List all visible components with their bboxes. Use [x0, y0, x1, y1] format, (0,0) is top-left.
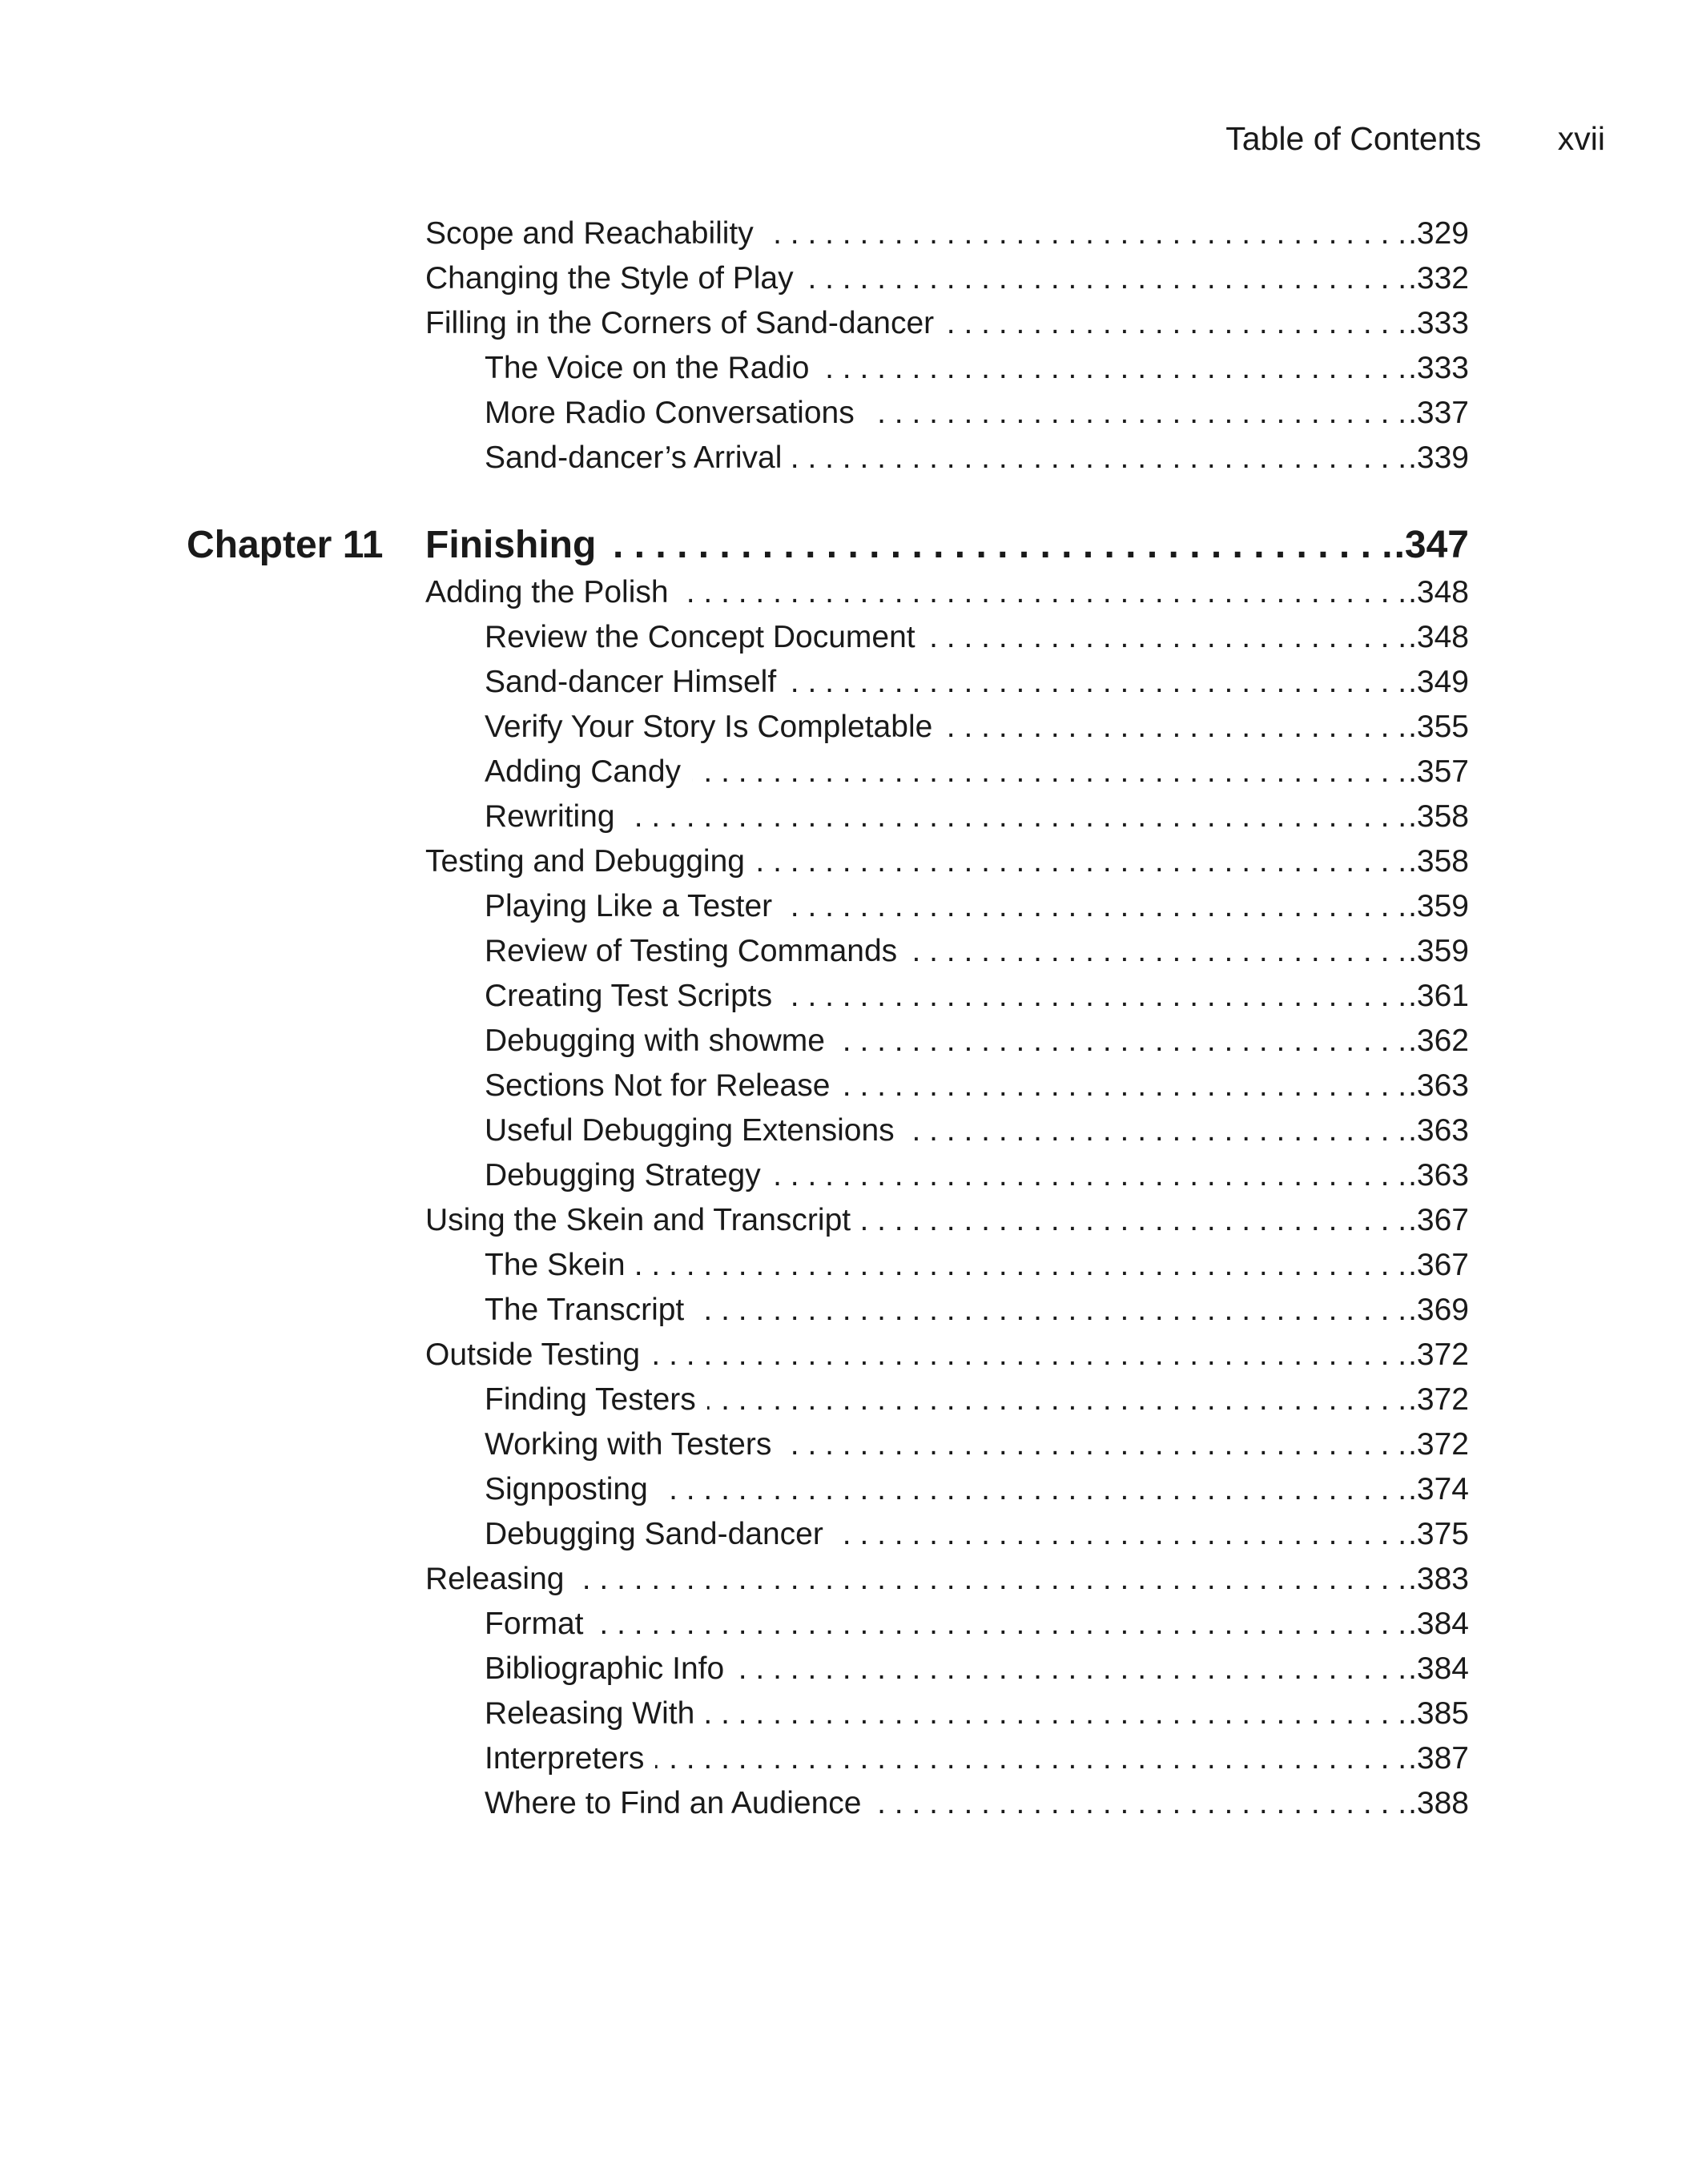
toc-dot-leader — [793, 436, 1406, 481]
toc-subentry — [425, 1153, 1469, 1198]
toc-entry-page: .372 — [1408, 1382, 1469, 1417]
toc-entry-title: The Skein — [485, 1248, 626, 1282]
toc-entry-page: .374 — [1408, 1472, 1469, 1506]
toc-entry-title: Finding Testers — [485, 1382, 696, 1417]
toc-subentry — [425, 974, 1469, 1019]
toc-entry-page: .348 — [1408, 620, 1469, 654]
toc-entry-page: .339 — [1408, 440, 1469, 475]
toc-entry-title: Testing and Debugging — [425, 844, 745, 879]
toc-entry — [425, 839, 1469, 884]
toc-dot-leader — [787, 660, 1406, 705]
toc-subentry — [425, 1467, 1469, 1512]
toc-dot-leader — [695, 1288, 1406, 1333]
toc-dot-leader — [866, 391, 1406, 436]
toc-entry-page: .348 — [1408, 575, 1469, 609]
toc-entry-page: .358 — [1408, 799, 1469, 834]
running-head — [1225, 116, 1605, 161]
toc-entry-title: Scope and Reachability — [425, 216, 754, 251]
toc-subentry — [425, 750, 1469, 794]
toc-subentry — [425, 615, 1469, 660]
toc-dot-leader — [927, 615, 1406, 660]
toc-entry-page: .361 — [1408, 979, 1469, 1013]
toc-subentry — [425, 1108, 1469, 1153]
toc-dot-leader — [595, 1602, 1407, 1647]
chapter-label: Chapter 11 — [187, 524, 384, 566]
toc-dot-leader — [783, 974, 1406, 1019]
toc-entry-page: .387 — [1408, 1741, 1469, 1776]
toc-entry-title: Creating Test Scripts — [485, 979, 773, 1013]
toc-entry-page: .372 — [1408, 1427, 1469, 1462]
toc-entry-title: Using the Skein and Transcript — [425, 1203, 851, 1237]
toc-entry-page: .384 — [1408, 1651, 1469, 1686]
toc-subentry — [425, 391, 1469, 436]
toc-dot-leader — [805, 256, 1406, 301]
toc-entry-title: Adding Candy — [485, 754, 682, 789]
toc-entry-page: .357 — [1408, 754, 1469, 789]
toc-entry-page: .363 — [1408, 1158, 1469, 1193]
toc-entry-page: .369 — [1408, 1293, 1469, 1327]
toc-entry-page: .333 — [1408, 351, 1469, 385]
toc-dot-leader — [707, 1378, 1406, 1422]
toc-chapter-title-row — [425, 521, 1469, 570]
toc-entry — [425, 256, 1469, 301]
toc-entry-page: .363 — [1408, 1068, 1469, 1103]
toc-entry-title: More Radio Conversations — [485, 396, 855, 430]
toc-entry-page: .367 — [1408, 1248, 1469, 1282]
toc-dot-leader — [841, 1064, 1406, 1108]
toc-dot-leader — [783, 884, 1406, 929]
toc-subentry — [425, 1288, 1469, 1333]
toc-dot-leader — [835, 1512, 1406, 1557]
chapter-page: .347 — [1394, 524, 1469, 566]
toc-entry-title: Review the Concept Document — [485, 620, 915, 654]
toc-subentry — [425, 1378, 1469, 1422]
toc-entry-title: Playing Like a Tester — [485, 889, 773, 923]
toc-entry-title: Releasing With — [485, 1696, 695, 1731]
toc-entry-title: Releasing — [425, 1562, 565, 1596]
toc-entry-page: .359 — [1408, 934, 1469, 968]
toc-entry — [425, 301, 1469, 346]
toc-entry — [425, 1333, 1469, 1378]
toc-subentry — [425, 794, 1469, 839]
toc-entry — [425, 570, 1469, 615]
toc-dot-leader — [906, 1108, 1406, 1153]
toc-entry-title: Verify Your Story Is Completable — [485, 710, 933, 744]
toc-dot-leader — [626, 794, 1407, 839]
toc-dot-leader — [944, 705, 1406, 750]
toc-dot-leader — [655, 1736, 1406, 1781]
toc-entry-page: .359 — [1408, 889, 1469, 923]
toc-subentry — [425, 1512, 1469, 1557]
chapter-title: Finishing — [425, 524, 597, 566]
toc-entry-page: .372 — [1408, 1337, 1469, 1372]
toc-entry-page: .349 — [1408, 665, 1469, 699]
toc-entry — [425, 1557, 1469, 1602]
toc-entry-title: Bibliographic Info — [485, 1651, 725, 1686]
toc-dot-leader — [756, 839, 1406, 884]
toc-subentry — [425, 1602, 1469, 1647]
toc-subentry — [425, 1691, 1469, 1736]
toc-entry-title: The Voice on the Radio — [485, 351, 810, 385]
toc-entry-page: .388 — [1408, 1786, 1469, 1820]
toc-dot-leader — [692, 750, 1406, 794]
toc-entry-page: .385 — [1408, 1696, 1469, 1731]
toc-entry-title: Adding the Polish — [425, 575, 669, 609]
toc-dot-leader — [783, 1422, 1406, 1467]
toc-dot-leader — [836, 1019, 1406, 1064]
toc-subentry — [425, 660, 1469, 705]
toc-subentry — [425, 1019, 1469, 1064]
toc-entry-page: .375 — [1408, 1517, 1469, 1551]
toc-subentry — [425, 346, 1469, 391]
toc-entry — [425, 1198, 1469, 1243]
toc-entry-title: Sections Not for Release — [485, 1068, 831, 1103]
toc-subentry — [425, 705, 1469, 750]
toc-subentry — [425, 1064, 1469, 1108]
toc-entry-page: .367 — [1408, 1203, 1469, 1237]
toc-dot-leader — [820, 346, 1406, 391]
toc-dot-leader — [772, 1153, 1406, 1198]
toc-entry-title: Interpreters — [485, 1741, 645, 1776]
toc-entry-title: Debugging Sand-dancer — [485, 1517, 823, 1551]
toc-subentry — [425, 1781, 1469, 1826]
toc-dot-leader — [637, 1243, 1406, 1288]
toc-chapter-11 — [425, 521, 1469, 1826]
toc-entry-title: Debugging Strategy — [485, 1158, 761, 1193]
toc-entry-page: .383 — [1408, 1562, 1469, 1596]
toc-subentry — [425, 1647, 1469, 1691]
toc-entry-title: Sand-dancer Himself — [485, 665, 777, 699]
toc-entry-title: Signposting — [485, 1472, 648, 1506]
toc-dot-leader — [765, 211, 1406, 256]
toc-subentry — [425, 1243, 1469, 1288]
toc-subentry — [425, 929, 1469, 974]
toc-entry-title: Debugging with showme — [485, 1024, 825, 1058]
toc-dot-leader — [735, 1647, 1406, 1691]
toc-entry-page: .329 — [1408, 216, 1469, 251]
toc-subentry — [425, 436, 1469, 481]
toc-dot-leader — [706, 1691, 1406, 1736]
toc-entry — [425, 211, 1469, 256]
running-head-section: Table of Contents — [1225, 120, 1482, 157]
toc-entry-title: Where to Find an Audience — [485, 1786, 862, 1820]
toc-dot-leader — [575, 1557, 1406, 1602]
toc-dot-leader — [945, 301, 1406, 346]
toc-entry-page: .384 — [1408, 1607, 1469, 1641]
toc-entry-page: .363 — [1408, 1113, 1469, 1148]
toc-entry-title: Filling in the Corners of Sand-dancer — [425, 306, 935, 340]
toc-subentry — [425, 1422, 1469, 1467]
toc-entry-title: Format — [485, 1607, 584, 1641]
toc-entry-page: .337 — [1408, 396, 1469, 430]
toc-entry-title: Useful Debugging Extensions — [485, 1113, 895, 1148]
toc-dot-leader — [872, 1781, 1406, 1826]
toc-dot-leader — [862, 1198, 1406, 1243]
toc-dot-leader — [680, 570, 1407, 615]
toc-entry-title: The Transcript — [485, 1293, 685, 1327]
toc-continued-entries — [425, 211, 1469, 481]
toc-entry-title: Rewriting — [485, 799, 615, 834]
toc-entry-page: .355 — [1408, 710, 1469, 744]
toc-entry-title: Sand-dancer’s Arrival — [485, 440, 783, 475]
toc-dot-leader — [908, 929, 1406, 974]
running-head-page-number: xvii — [1557, 120, 1605, 157]
toc-entry-title: Outside Testing — [425, 1337, 641, 1372]
toc-subentry — [425, 1736, 1469, 1781]
toc-entry-page: .358 — [1408, 844, 1469, 879]
toc-entry-page: .332 — [1408, 261, 1469, 296]
toc-entry-title: Working with Testers — [485, 1427, 772, 1462]
toc-entry-title: Changing the Style of Play — [425, 261, 794, 296]
toc-subentry — [425, 884, 1469, 929]
toc-entry-title: Review of Testing Commands — [485, 934, 898, 968]
toc-dot-leader — [659, 1467, 1406, 1512]
toc-entry-page: .362 — [1408, 1024, 1469, 1058]
toc-entry-page: .333 — [1408, 306, 1469, 340]
toc-dot-leader — [651, 1333, 1406, 1378]
toc-dot-leader — [607, 521, 1392, 570]
